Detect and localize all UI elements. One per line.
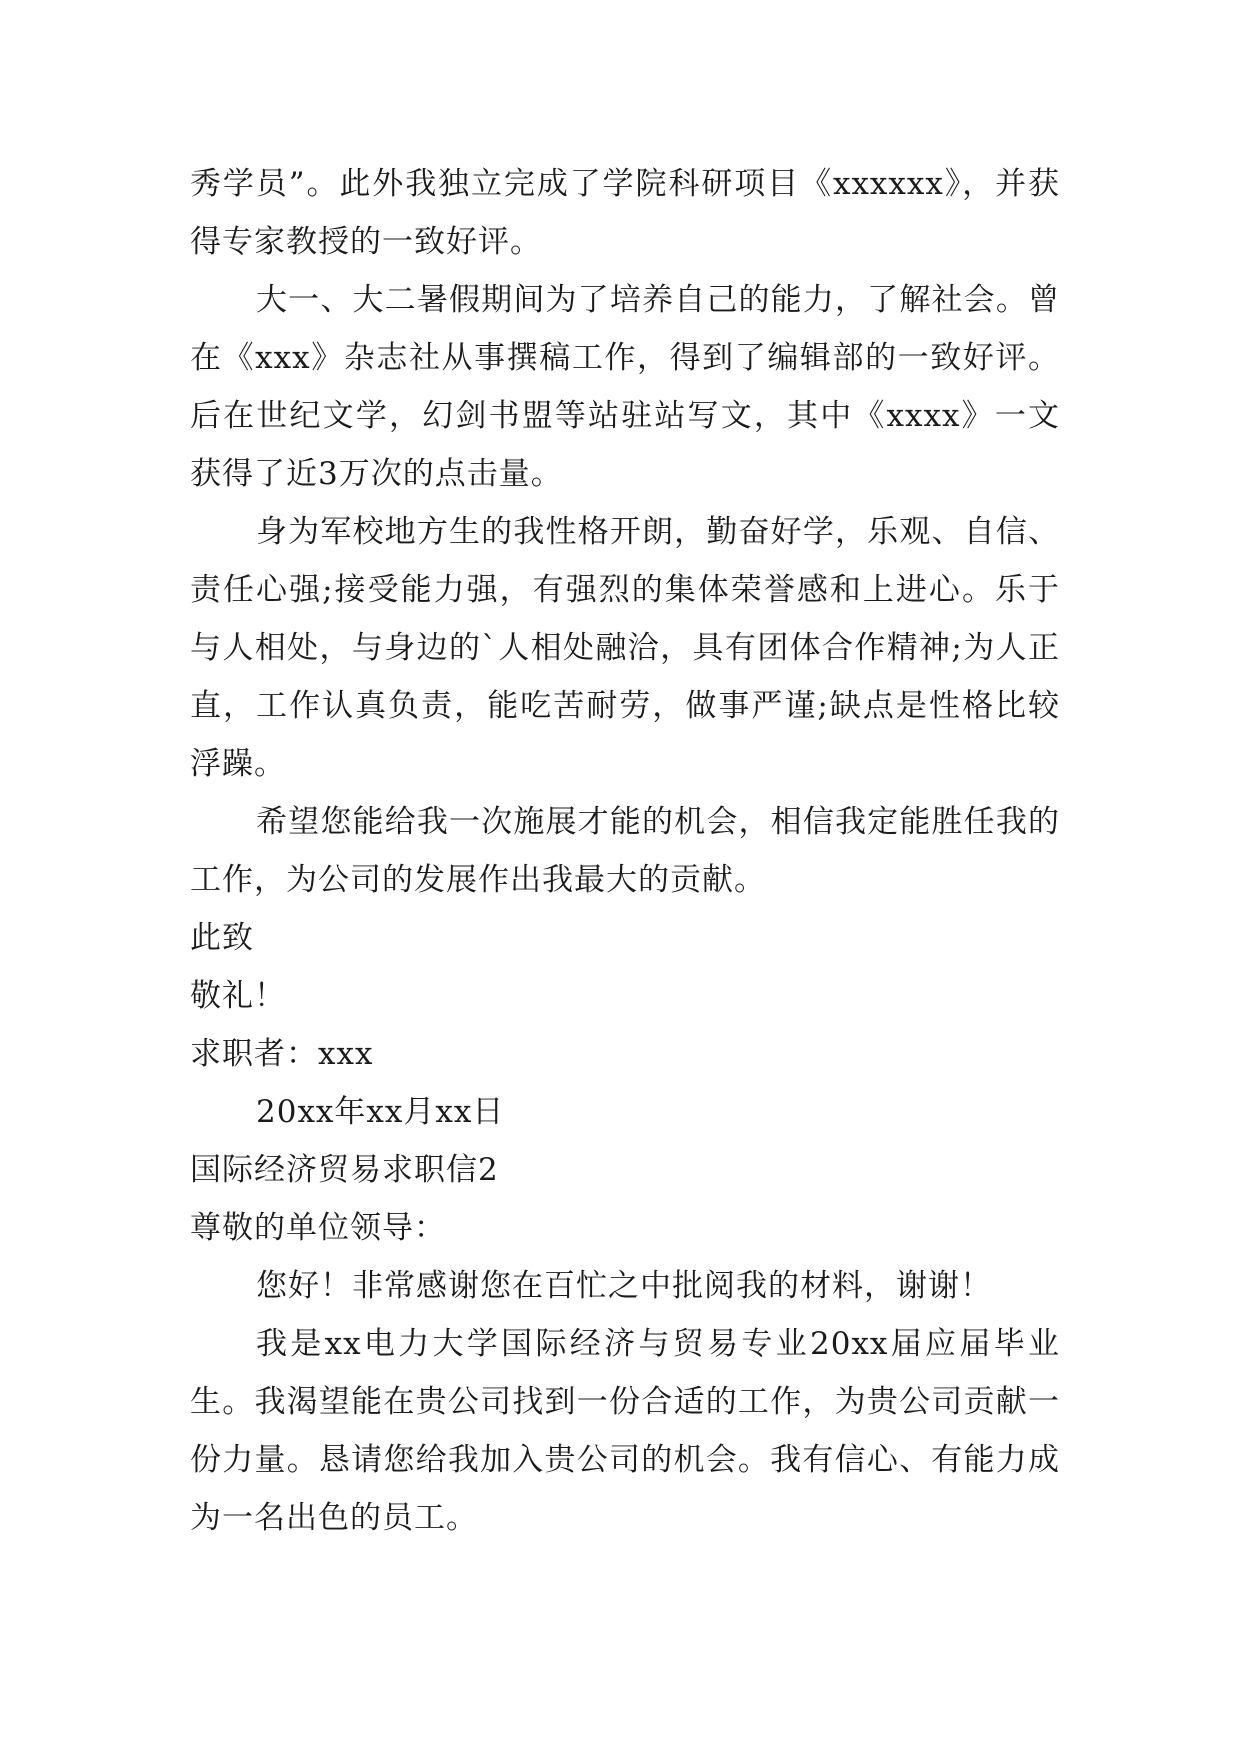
signature-line: 求职者：xxx xyxy=(190,1036,374,1072)
character-paragraph: 身为军校地方生的我性格开朗，勤奋好学，乐观、自信、责任心强;接受能力强，有强烈的集体荣誉感和上进心。乐于与人相处，与身边的`人相处融洽，具有团体合作精神;为人正直，工作认真负责，能吃苦耐劳，做事严谨;缺点是性格比较浮躁。 xyxy=(190,514,1060,782)
summer-experience-paragraph: 大一、大二暑假期间为了培养自己的能力，了解社会。曾在《xxx》杂志社从事撰稿工作，得到了编辑部的一致好评。后在世纪文学，幻剑书盟等站驻站写文，其中《xxxx》一文获得了近3万次的点击量。 xyxy=(190,282,1060,492)
continuation-paragraph: 秀学员”。此外我独立完成了学院科研项目《xxxxxx》，并获得专家教授的一致好评。 xyxy=(190,166,1060,260)
salutation: 尊敬的单位领导： xyxy=(190,1210,446,1246)
closing-line-1: 此致 xyxy=(190,920,254,956)
letter-2-title: 国际经济贸易求职信2 xyxy=(190,1152,499,1188)
hope-paragraph: 希望您能给我一次施展才能的机会，相信我定能胜任我的工作，为公司的发展作出我最大的贡献。 xyxy=(190,804,1060,898)
greeting-line: 您好！非常感谢您在百忙之中批阅我的材料，谢谢！ xyxy=(256,1268,992,1304)
date-line: 20xx年xx月xx日 xyxy=(256,1094,505,1130)
intro-paragraph: 我是xx电力大学国际经济与贸易专业20xx届应届毕业生。我渴望能在贵公司找到一份合适的工作，为贵公司贡献一份力量。恳请您给我加入贵公司的机会。我有信心、有能力成为一名出色的员工。 xyxy=(190,1326,1060,1536)
document-body xyxy=(190,155,1060,1547)
closing-line-2: 敬礼！ xyxy=(190,978,286,1014)
